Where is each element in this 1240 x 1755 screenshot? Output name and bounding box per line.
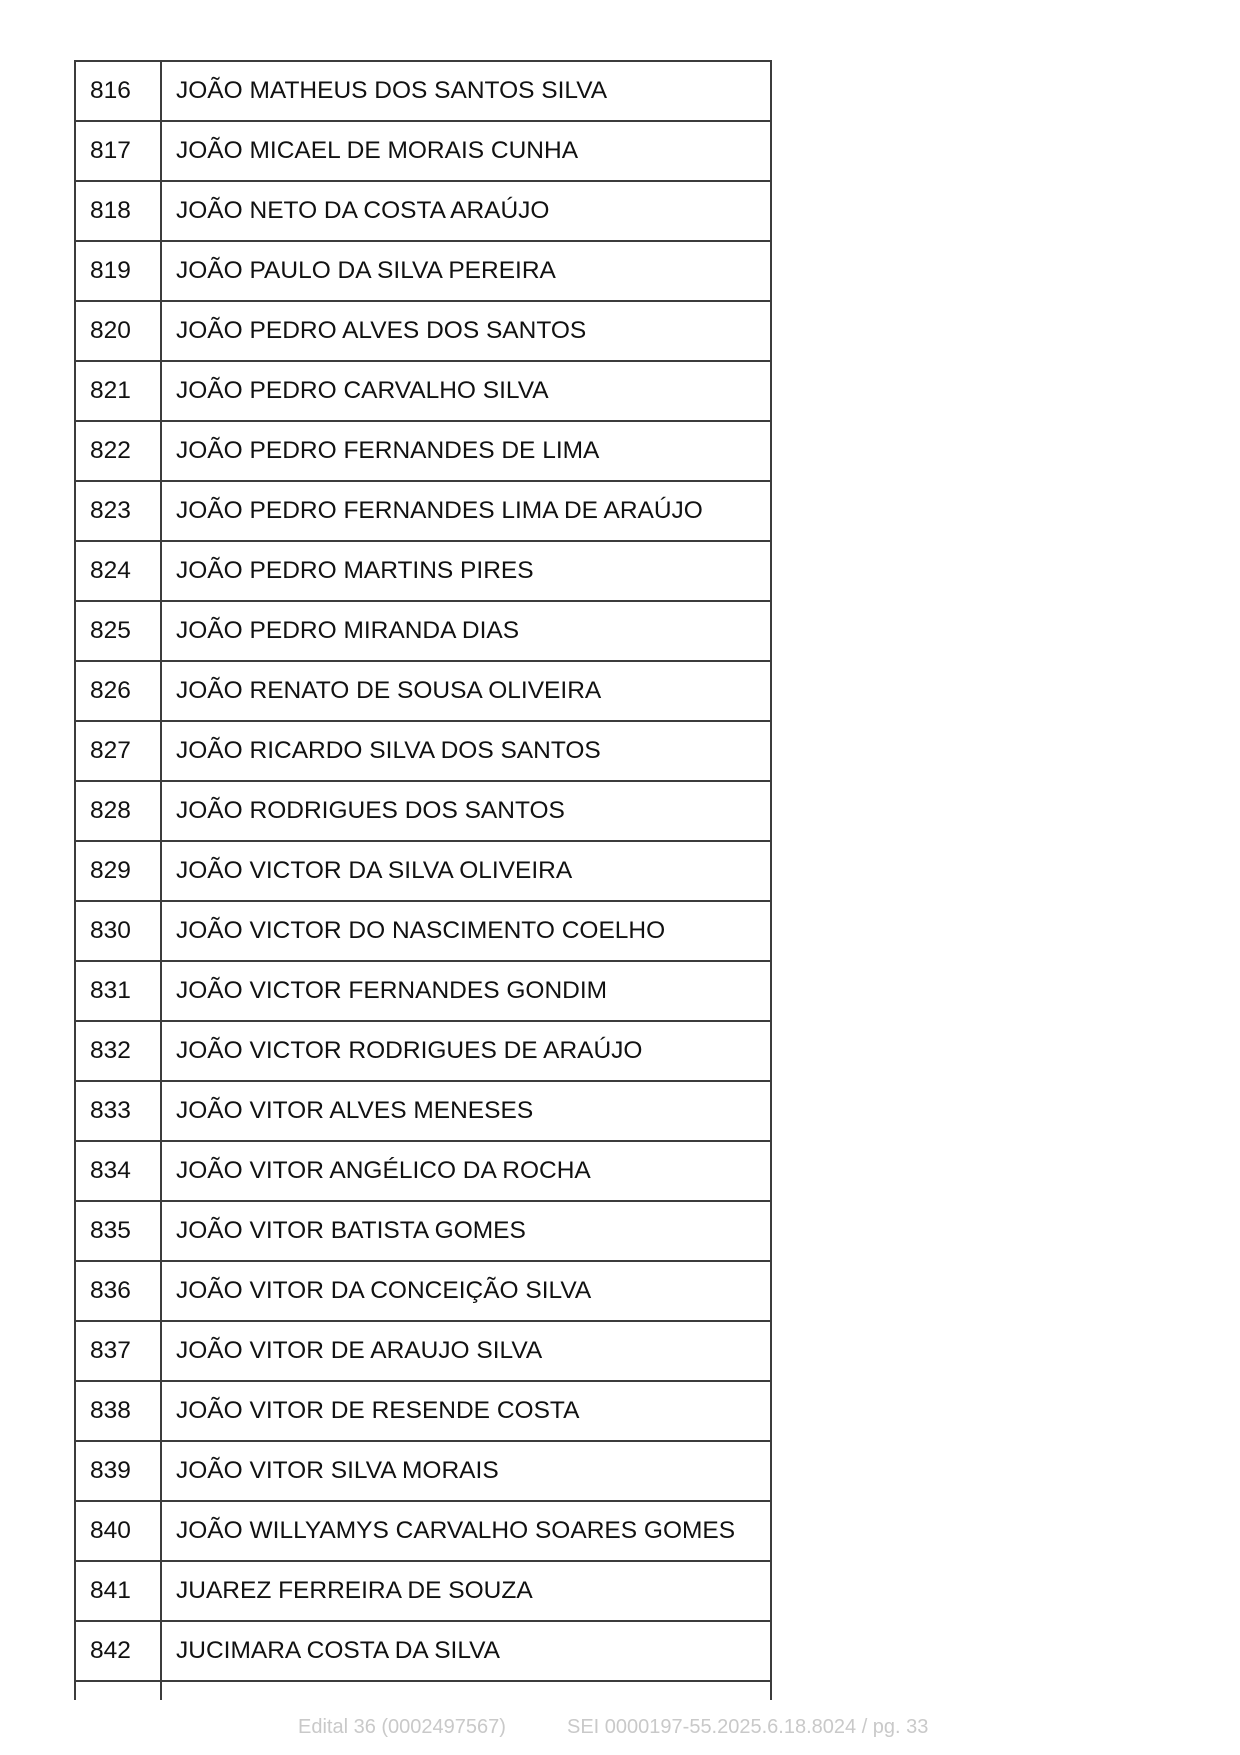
footer-edital-reference: Edital 36 (0002497567) — [298, 1716, 506, 1738]
candidate-name-cell: JOÃO MATHEUS DOS SANTOS SILVA — [161, 61, 771, 121]
candidate-name-cell: JOÃO RODRIGUES DOS SANTOS — [161, 781, 771, 841]
table-row — [75, 661, 771, 721]
row-number-cell: 830 — [75, 901, 161, 961]
row-number-cell: 823 — [75, 481, 161, 541]
row-number-cell: 825 — [75, 601, 161, 661]
candidate-name-cell: JOÃO PEDRO MARTINS PIRES — [161, 541, 771, 601]
row-number-cell: 841 — [75, 1561, 161, 1621]
row-number-cell: 842 — [75, 1621, 161, 1681]
table-row — [75, 1441, 771, 1501]
candidate-name-cell: JOÃO PEDRO MIRANDA DIAS — [161, 601, 771, 661]
candidate-name-cell: JOÃO WILLYAMYS CARVALHO SOARES GOMES — [161, 1501, 771, 1561]
continuation-cell — [75, 1681, 161, 1700]
row-number-cell: 834 — [75, 1141, 161, 1201]
candidate-name-cell: JOÃO PEDRO ALVES DOS SANTOS — [161, 301, 771, 361]
candidate-name-cell: JOÃO VITOR DA CONCEIÇÃO SILVA — [161, 1261, 771, 1321]
table-row — [75, 961, 771, 1021]
table-row — [75, 241, 771, 301]
table-row — [75, 1081, 771, 1141]
table-row — [75, 841, 771, 901]
table-row — [75, 1321, 771, 1381]
candidate-name-cell: JOÃO PEDRO FERNANDES DE LIMA — [161, 421, 771, 481]
table-row — [75, 601, 771, 661]
table-row — [75, 1381, 771, 1441]
table-row — [75, 901, 771, 961]
table-row — [75, 61, 771, 121]
candidate-name-cell: JOÃO PEDRO CARVALHO SILVA — [161, 361, 771, 421]
table-row-continuation — [75, 1681, 771, 1700]
candidate-name-cell: JOÃO MICAEL DE MORAIS CUNHA — [161, 121, 771, 181]
row-number-cell: 836 — [75, 1261, 161, 1321]
row-number-cell: 820 — [75, 301, 161, 361]
row-number-cell: 822 — [75, 421, 161, 481]
candidate-name-cell: JOÃO VICTOR RODRIGUES DE ARAÚJO — [161, 1021, 771, 1081]
table-row — [75, 781, 771, 841]
table-row — [75, 1201, 771, 1261]
table-row — [75, 181, 771, 241]
table-row — [75, 361, 771, 421]
table-row — [75, 1621, 771, 1681]
row-number-cell: 832 — [75, 1021, 161, 1081]
footer-sei-page-reference: SEI 0000197-55.2025.6.18.8024 / pg. 33 — [567, 1716, 929, 1738]
candidate-name-cell: JOÃO VITOR BATISTA GOMES — [161, 1201, 771, 1261]
row-number-cell: 827 — [75, 721, 161, 781]
table-row — [75, 421, 771, 481]
candidate-name-cell: JOÃO VICTOR DO NASCIMENTO COELHO — [161, 901, 771, 961]
row-number-cell: 824 — [75, 541, 161, 601]
row-number-cell: 818 — [75, 181, 161, 241]
candidate-name-cell: JOÃO RENATO DE SOUSA OLIVEIRA — [161, 661, 771, 721]
table-row — [75, 721, 771, 781]
candidate-name-cell: JOÃO VITOR ANGÉLICO DA ROCHA — [161, 1141, 771, 1201]
row-number-cell: 831 — [75, 961, 161, 1021]
candidate-table — [74, 60, 772, 1700]
row-number-cell: 835 — [75, 1201, 161, 1261]
table-row — [75, 1021, 771, 1081]
row-number-cell: 816 — [75, 61, 161, 121]
candidate-name-cell: JUAREZ FERREIRA DE SOUZA — [161, 1561, 771, 1621]
candidate-name-cell: JOÃO PAULO DA SILVA PEREIRA — [161, 241, 771, 301]
table-row — [75, 541, 771, 601]
table-row — [75, 481, 771, 541]
candidate-name-cell: JOÃO VICTOR FERNANDES GONDIM — [161, 961, 771, 1021]
row-number-cell: 829 — [75, 841, 161, 901]
candidate-name-cell: JOÃO VITOR DE RESENDE COSTA — [161, 1381, 771, 1441]
row-number-cell: 819 — [75, 241, 161, 301]
table-row — [75, 121, 771, 181]
candidate-name-cell: JOÃO PEDRO FERNANDES LIMA DE ARAÚJO — [161, 481, 771, 541]
row-number-cell: 828 — [75, 781, 161, 841]
table-row — [75, 1141, 771, 1201]
candidate-name-cell: JOÃO NETO DA COSTA ARAÚJO — [161, 181, 771, 241]
table-row — [75, 1561, 771, 1621]
continuation-cell — [161, 1681, 771, 1700]
row-number-cell: 826 — [75, 661, 161, 721]
row-number-cell: 833 — [75, 1081, 161, 1141]
candidate-name-cell: JUCIMARA COSTA DA SILVA — [161, 1621, 771, 1681]
row-number-cell: 821 — [75, 361, 161, 421]
candidate-name-cell: JOÃO VICTOR DA SILVA OLIVEIRA — [161, 841, 771, 901]
table-row — [75, 1261, 771, 1321]
row-number-cell: 817 — [75, 121, 161, 181]
table-row — [75, 301, 771, 361]
candidate-name-cell: JOÃO RICARDO SILVA DOS SANTOS — [161, 721, 771, 781]
row-number-cell: 840 — [75, 1501, 161, 1561]
row-number-cell: 838 — [75, 1381, 161, 1441]
candidate-name-cell: JOÃO VITOR SILVA MORAIS — [161, 1441, 771, 1501]
candidate-table-body — [75, 61, 771, 1700]
candidate-name-cell: JOÃO VITOR DE ARAUJO SILVA — [161, 1321, 771, 1381]
table-row — [75, 1501, 771, 1561]
row-number-cell: 837 — [75, 1321, 161, 1381]
row-number-cell: 839 — [75, 1441, 161, 1501]
candidate-name-cell: JOÃO VITOR ALVES MENESES — [161, 1081, 771, 1141]
